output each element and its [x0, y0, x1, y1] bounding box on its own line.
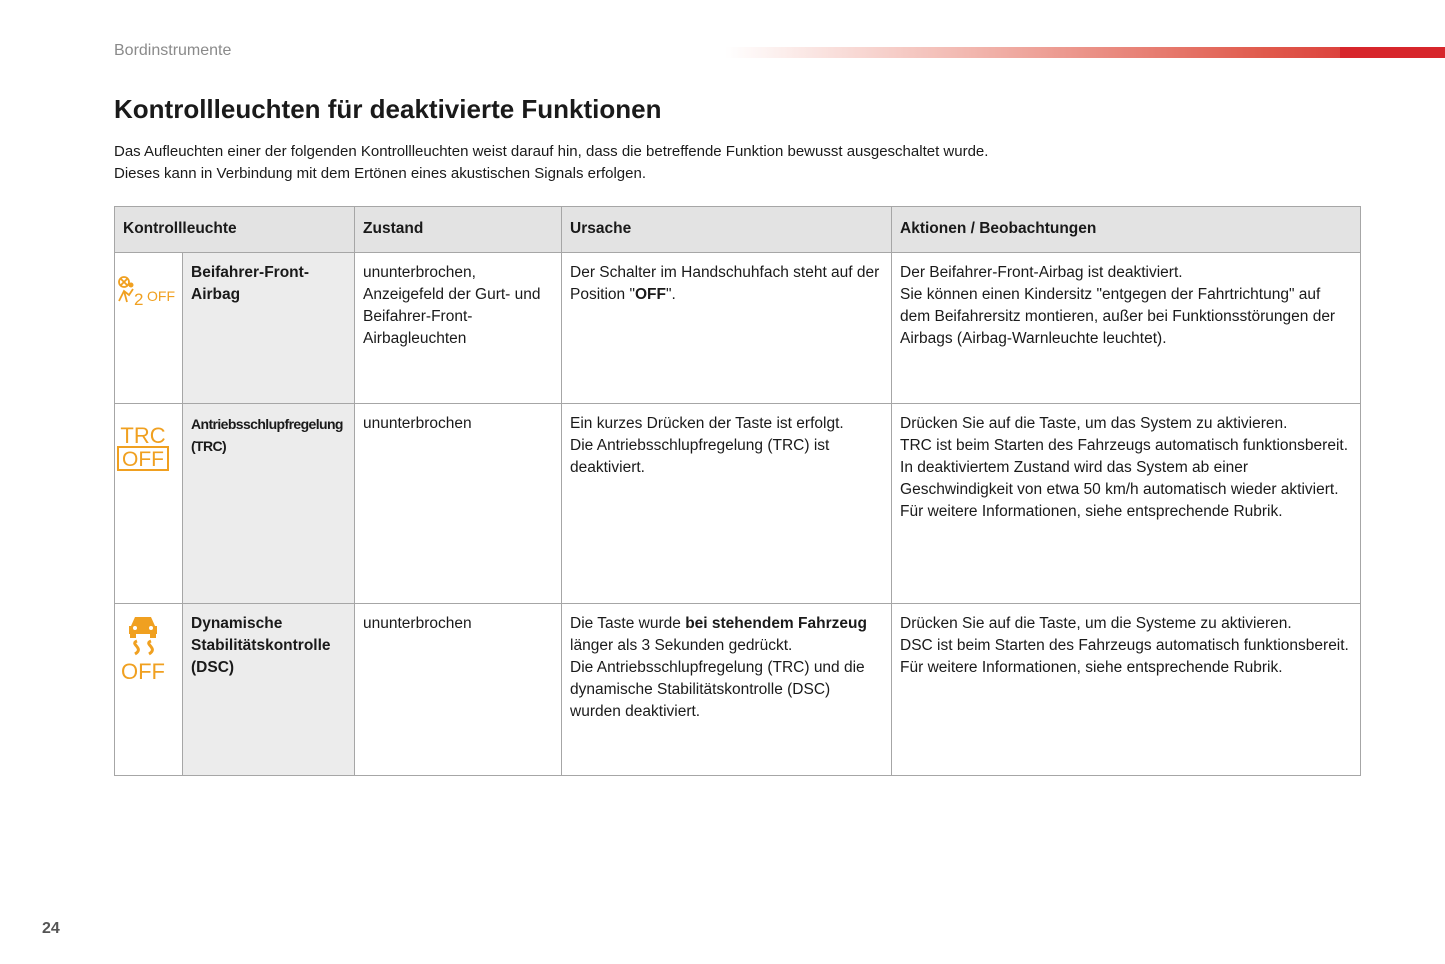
warning-lights-table [114, 206, 1361, 776]
trc-icon-top: TRC [120, 423, 166, 448]
cause-airbag [562, 253, 892, 404]
table-row [115, 253, 1361, 404]
actions-airbag: Der Beifahrer-Front-Airbag ist deaktiviert. Sie können einen Kindersitz "entgegen der Fahrtrichtung" auf dem Beifahrersitz montieren, außer bei Funktionsstörungen der Airbags (Airbag-Warnleuchte leuchtet). [892, 253, 1361, 404]
dsc-icon-off: OFF [121, 659, 165, 682]
table-header-row [115, 207, 1361, 253]
state-airbag: ununterbrochen, Anzeigefeld der Gurt- und Beifahrer-Front-Airbagleuchten [355, 253, 562, 404]
cause-dsc [562, 604, 892, 776]
icon-cell [115, 404, 183, 604]
cause-dsc-post: länger als 3 Sekunden gedrückt. Die Antriebsschlupfregelung (TRC) und die dynamische Stabilitätskontrolle (DSC) wurden deaktiviert. [570, 637, 865, 720]
dsc-off-icon [115, 612, 171, 682]
airbag-icon-off: OFF [147, 288, 175, 304]
page-number: 24 [42, 920, 60, 937]
header-zustand: Zustand [355, 207, 562, 253]
actions-dsc: Drücken Sie auf die Taste, um die Systeme zu aktivieren. DSC ist beim Starten des Fahrzeugs automatisch funktionsbereit. Für weitere Informationen, siehe entsprechende Rubrik. [892, 604, 1361, 776]
cause-airbag-bold: OFF [634, 286, 666, 303]
light-name-trc: Antriebsschlupfregelung (TRC) [183, 404, 355, 604]
icon-cell [115, 253, 183, 404]
cause-airbag-pre: Der Schalter im Handschuhfach steht auf der Position " [570, 264, 880, 303]
intro-text [114, 141, 988, 185]
trc-off-icon [115, 422, 171, 472]
state-dsc: ununterbrochen [355, 604, 562, 776]
light-name-dsc: Dynamische Stabilitätskontrolle (DSC) [183, 604, 355, 776]
intro-line-2: Dieses kann in Verbindung mit dem Ertönen eines akustischen Signals erfolgen. [114, 165, 646, 182]
intro-line-1: Das Aufleuchten einer der folgenden Kontrollleuchten weist darauf hin, dass die betreffende Funktion bewusst ausgeschaltet wurde. [114, 143, 989, 160]
cause-dsc-pre: Die Taste wurde [570, 615, 686, 632]
header-ursache: Ursache [562, 207, 892, 253]
airbag-icon-number: 2 [134, 290, 144, 309]
header-aktionen: Aktionen / Beobachtungen [892, 207, 1361, 253]
trc-icon-bottom: OFF [122, 448, 164, 471]
cause-dsc-bold: bei stehendem Fahrzeug [685, 615, 867, 632]
section-label: Bordinstrumente [114, 42, 232, 59]
header-kontrollleuchte: Kontrollleuchte [115, 207, 355, 253]
cause-airbag-post: ". [665, 286, 676, 303]
actions-trc: Drücken Sie auf die Taste, um das System zu aktivieren. TRC ist beim Starten des Fahrzeugs automatisch funktionsbereit. In deaktiviertem Zustand wird das System ab einer Geschwindigkeit von etwa 50 km/h automatisch wieder aktiviert. Für weitere Informationen, siehe entsprechende Rubrik. [892, 404, 1361, 604]
icon-cell [115, 604, 183, 776]
airbag-off-icon [115, 275, 179, 309]
state-trc: ununterbrochen [355, 404, 562, 604]
page-title: Kontrollleuchten für deaktivierte Funktionen [114, 94, 662, 124]
table-row [115, 404, 1361, 604]
table-row [115, 604, 1361, 776]
header-accent-bar [725, 47, 1445, 58]
light-name-airbag: Beifahrer-Front-Airbag [183, 253, 355, 404]
header-accent-bar-tip [1340, 47, 1445, 58]
cause-trc: Ein kurzes Drücken der Taste ist erfolgt. Die Antriebsschlupfregelung (TRC) ist deaktiviert. [562, 404, 892, 604]
